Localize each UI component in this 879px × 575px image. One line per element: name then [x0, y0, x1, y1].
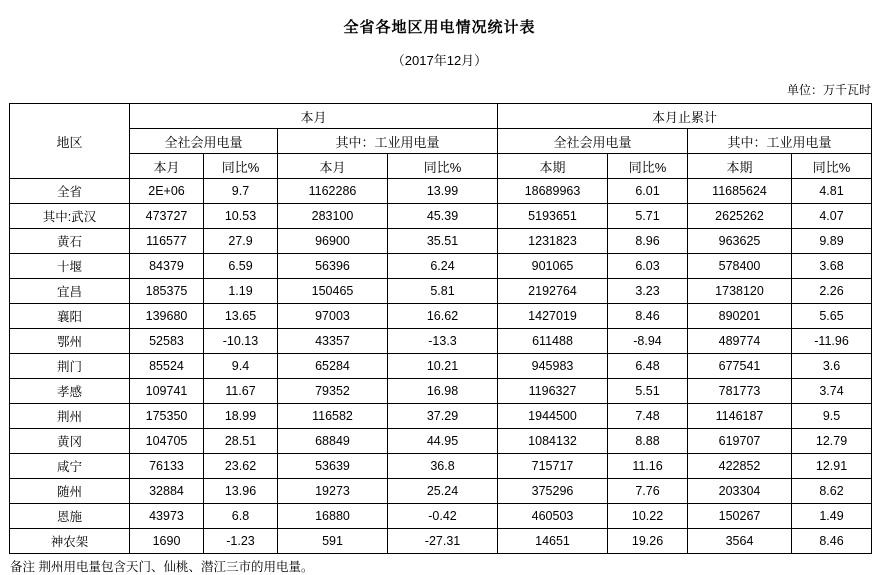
table-cell-value: 6.03	[608, 254, 688, 279]
table-cell-value: 283100	[278, 204, 388, 229]
table-cell-value: 3564	[688, 529, 792, 554]
table-cell-region: 宜昌	[10, 279, 130, 304]
table-cell-value: 715717	[498, 454, 608, 479]
table-cell-value: 16.62	[388, 304, 498, 329]
table-cell-value: 473727	[130, 204, 204, 229]
table-cell-value: -10.13	[204, 329, 278, 354]
table-cell-value: 116577	[130, 229, 204, 254]
table-cell-value: 43357	[278, 329, 388, 354]
table-cell-value: 150267	[688, 504, 792, 529]
table-header-row-cols	[10, 154, 872, 179]
table-cell-region: 其中:武汉	[10, 204, 130, 229]
table-cell-value: -27.31	[388, 529, 498, 554]
header-region: 地区	[10, 104, 130, 179]
table-cell-value: 13.99	[388, 179, 498, 204]
table-cell-value: 35.51	[388, 229, 498, 254]
table-row	[10, 479, 872, 504]
table-cell-value: 2E+06	[130, 179, 204, 204]
table-cell-value: 13.96	[204, 479, 278, 504]
table-cell-value: 9.89	[792, 229, 872, 254]
header-col-4: 同比%	[388, 154, 498, 179]
table-cell-value: 5.65	[792, 304, 872, 329]
table-cell-value: -1.23	[204, 529, 278, 554]
table-cell-region: 恩施	[10, 504, 130, 529]
table-cell-value: 139680	[130, 304, 204, 329]
table-cell-region: 十堰	[10, 254, 130, 279]
table-cell-value: 1.19	[204, 279, 278, 304]
table-row	[10, 429, 872, 454]
table-cell-value: 6.01	[608, 179, 688, 204]
table-cell-value: 19273	[278, 479, 388, 504]
table-cell-value: 611488	[498, 329, 608, 354]
table-cell-value: 2625262	[688, 204, 792, 229]
table-cell-value: 10.22	[608, 504, 688, 529]
table-row	[10, 279, 872, 304]
table-cell-value: 65284	[278, 354, 388, 379]
table-row	[10, 529, 872, 554]
table-row	[10, 304, 872, 329]
table-cell-value: 28.51	[204, 429, 278, 454]
table-cell-value: 10.21	[388, 354, 498, 379]
table-cell-value: 1196327	[498, 379, 608, 404]
table-row	[10, 179, 872, 204]
table-cell-value: 963625	[688, 229, 792, 254]
header-sub-industry-cumulative: 其中：工业用电量	[688, 129, 872, 154]
table-cell-value: 45.39	[388, 204, 498, 229]
electricity-statistics-table	[9, 103, 872, 554]
table-row	[10, 454, 872, 479]
table-cell-value: 79352	[278, 379, 388, 404]
table-cell-value: 23.62	[204, 454, 278, 479]
table-note: 备注 荆州用电量包含天门、仙桃、潜江三市的用电量。	[10, 560, 314, 574]
table-cell-value: 2.26	[792, 279, 872, 304]
table-cell-region: 神农架	[10, 529, 130, 554]
table-cell-value: 1231823	[498, 229, 608, 254]
header-sub-society-cumulative: 全社会用电量	[498, 129, 688, 154]
table-cell-value: 19.26	[608, 529, 688, 554]
table-cell-value: 185375	[130, 279, 204, 304]
table-cell-value: 890201	[688, 304, 792, 329]
table-row	[10, 254, 872, 279]
table-cell-value: 1162286	[278, 179, 388, 204]
table-cell-value: 901065	[498, 254, 608, 279]
table-cell-value: 6.24	[388, 254, 498, 279]
table-cell-value: -11.96	[792, 329, 872, 354]
table-cell-value: 8.46	[608, 304, 688, 329]
table-cell-value: 116582	[278, 404, 388, 429]
table-cell-value: 13.65	[204, 304, 278, 329]
table-header-row-group	[10, 104, 872, 129]
header-col-3: 本月	[278, 154, 388, 179]
table-cell-value: 5193651	[498, 204, 608, 229]
table-cell-value: 7.48	[608, 404, 688, 429]
table-cell-value: 2192764	[498, 279, 608, 304]
table-cell-value: 578400	[688, 254, 792, 279]
table-cell-value: 32884	[130, 479, 204, 504]
table-cell-region: 襄阳	[10, 304, 130, 329]
table-cell-value: 44.95	[388, 429, 498, 454]
page-title: 全省各地区用电情况统计表	[343, 19, 536, 36]
table-cell-value: 9.4	[204, 354, 278, 379]
table-cell-value: 85524	[130, 354, 204, 379]
table-cell-value: 11.67	[204, 379, 278, 404]
table-cell-value: 489774	[688, 329, 792, 354]
table-row	[10, 329, 872, 354]
table-cell-value: 16880	[278, 504, 388, 529]
table-row	[10, 379, 872, 404]
table-cell-region: 随州	[10, 479, 130, 504]
table-body	[10, 179, 872, 554]
table-cell-value: 37.29	[388, 404, 498, 429]
table-cell-value: 203304	[688, 479, 792, 504]
table-cell-value: 6.59	[204, 254, 278, 279]
table-cell-value: 1944500	[498, 404, 608, 429]
table-cell-value: 9.5	[792, 404, 872, 429]
table-cell-value: 109741	[130, 379, 204, 404]
table-cell-value: 16.98	[388, 379, 498, 404]
table-cell-value: 4.81	[792, 179, 872, 204]
table-cell-value: 1.49	[792, 504, 872, 529]
table-cell-value: 104705	[130, 429, 204, 454]
table-cell-value: 8.88	[608, 429, 688, 454]
table-cell-value: 3.74	[792, 379, 872, 404]
header-col-2: 同比%	[204, 154, 278, 179]
table-cell-value: 422852	[688, 454, 792, 479]
table-cell-region: 荆州	[10, 404, 130, 429]
header-sub-society-month: 全社会用电量	[130, 129, 278, 154]
header-col-7: 本期	[688, 154, 792, 179]
table-cell-value: 6.48	[608, 354, 688, 379]
table-cell-value: 10.53	[204, 204, 278, 229]
table-cell-value: 7.76	[608, 479, 688, 504]
table-cell-value: 8.46	[792, 529, 872, 554]
table-cell-value: 68849	[278, 429, 388, 454]
table-cell-value: 11685624	[688, 179, 792, 204]
table-cell-value: 6.8	[204, 504, 278, 529]
table-cell-value: 76133	[130, 454, 204, 479]
table-header-row-sub	[10, 129, 872, 154]
table-cell-value: 12.91	[792, 454, 872, 479]
table-cell-region: 荆门	[10, 354, 130, 379]
table-cell-value: 12.79	[792, 429, 872, 454]
table-cell-value: 1690	[130, 529, 204, 554]
header-sub-industry-month: 其中：工业用电量	[278, 129, 498, 154]
table-cell-value: 619707	[688, 429, 792, 454]
table-cell-region: 全省	[10, 179, 130, 204]
table-cell-value: 4.07	[792, 204, 872, 229]
header-col-1: 本月	[130, 154, 204, 179]
table-row	[10, 404, 872, 429]
table-cell-value: 150465	[278, 279, 388, 304]
table-cell-value: 591	[278, 529, 388, 554]
table-cell-value: 52583	[130, 329, 204, 354]
table-cell-value: -8.94	[608, 329, 688, 354]
table-cell-value: 1427019	[498, 304, 608, 329]
table-cell-value: 5.81	[388, 279, 498, 304]
table-cell-value: 96900	[278, 229, 388, 254]
page-subtitle: （2017年12月）	[391, 53, 488, 68]
header-group-current-month: 本月	[130, 104, 498, 129]
table-cell-value: 8.96	[608, 229, 688, 254]
table-cell-value: 5.71	[608, 204, 688, 229]
table-cell-value: 677541	[688, 354, 792, 379]
unit-label: 单位：万千瓦时	[786, 83, 871, 97]
table-cell-region: 孝感	[10, 379, 130, 404]
table-cell-value: 53639	[278, 454, 388, 479]
table-cell-value: 27.9	[204, 229, 278, 254]
table-cell-value: 375296	[498, 479, 608, 504]
table-row	[10, 204, 872, 229]
table-cell-region: 黄石	[10, 229, 130, 254]
table-cell-value: 3.68	[792, 254, 872, 279]
table-row	[10, 504, 872, 529]
table-cell-value: 56396	[278, 254, 388, 279]
table-cell-value: 25.24	[388, 479, 498, 504]
table-cell-value: 3.6	[792, 354, 872, 379]
table-cell-value: -0.42	[388, 504, 498, 529]
table-row	[10, 229, 872, 254]
table-cell-region: 鄂州	[10, 329, 130, 354]
table-cell-value: 84379	[130, 254, 204, 279]
table-cell-region: 黄冈	[10, 429, 130, 454]
table-cell-value: 945983	[498, 354, 608, 379]
table-cell-value: 1738120	[688, 279, 792, 304]
table-cell-value: 8.62	[792, 479, 872, 504]
table-row	[10, 354, 872, 379]
table-cell-value: 3.23	[608, 279, 688, 304]
table-cell-value: 14651	[498, 529, 608, 554]
table-cell-value: -13.3	[388, 329, 498, 354]
table-cell-value: 18.99	[204, 404, 278, 429]
header-col-6: 同比%	[608, 154, 688, 179]
header-col-5: 本期	[498, 154, 608, 179]
table-cell-region: 咸宁	[10, 454, 130, 479]
header-group-cumulative: 本月止累计	[498, 104, 872, 129]
table-cell-value: 36.8	[388, 454, 498, 479]
table-cell-value: 9.7	[204, 179, 278, 204]
table-cell-value: 1146187	[688, 404, 792, 429]
table-cell-value: 781773	[688, 379, 792, 404]
table-cell-value: 43973	[130, 504, 204, 529]
table-cell-value: 460503	[498, 504, 608, 529]
table-cell-value: 1084132	[498, 429, 608, 454]
header-col-8: 同比%	[792, 154, 872, 179]
table-cell-value: 11.16	[608, 454, 688, 479]
table-cell-value: 97003	[278, 304, 388, 329]
table-cell-value: 18689963	[498, 179, 608, 204]
table-cell-value: 175350	[130, 404, 204, 429]
table-cell-value: 5.51	[608, 379, 688, 404]
